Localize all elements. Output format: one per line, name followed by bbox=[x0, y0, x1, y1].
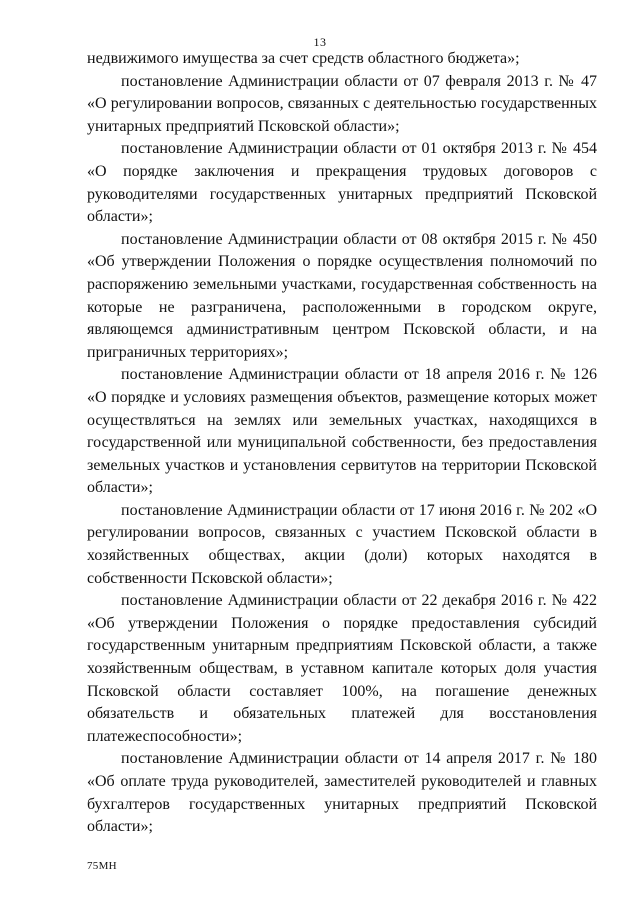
paragraph-resolution-126: постановление Администрации области от 18 апреля 2016 г. № 126 «О порядке и условиях размещения объектов, размещение которых может осуществляться на землях или земельных участках, находящихся в государственной или муниципальной собственности, без предоставления земельных участков и установления сервитутов на территории Псковской области»; bbox=[87, 366, 597, 497]
document-body bbox=[87, 48, 597, 839]
paragraph-resolution-202: постановление Администрации области от 17 июня 2016 г. № 202 «О регулировании вопросов, связанных с участием Псковской области в хозяйственных обществах, акции (доли) которых находятся в собственности Псковской области»; bbox=[87, 501, 597, 587]
footer-code: 75МН bbox=[87, 860, 117, 872]
paragraph-continuation: недвижимого имущества за счет средств областного бюджета»; bbox=[87, 50, 520, 67]
paragraph-resolution-47: постановление Администрации области от 07 февраля 2013 г. № 47 «О регулировании вопросов, связанных с деятельностью государственных унитарных предприятий Псковской области»; bbox=[87, 72, 597, 135]
paragraph-resolution-422: постановление Администрации области от 22 декабря 2016 г. № 422 «Об утверждении Положения о порядке предоставления субсидий государственным унитарным предприятиям Псковской области, а также хозяйственным обществам, в уставном капитале которых доля участия Псковской области составляет 100%, на погашение денежных обязательств и обязательных платежей для восстановления платежеспособности»; bbox=[87, 592, 597, 745]
paragraph-resolution-450: постановление Администрации области от 08 октября 2015 г. № 450 «Об утверждении Положения о порядке осуществления полномочий по распоряжению земельными участками, государственная собственность на которые не разграничена, расположенными в городском округе, являющемся административным центром Псковской области, и на приграничных территориях»; bbox=[87, 230, 597, 361]
paragraph-resolution-180: постановление Администрации области от 14 апреля 2017 г. № 180 «Об оплате труда руководителей, заместителей руководителей и главных бухгалтеров государственных унитарных предприятий Псковской области»; bbox=[87, 750, 597, 836]
paragraph-resolution-454: постановление Администрации области от 01 октября 2013 г. № 454 «О порядке заключения и прекращения трудовых договоров с руководителями государственных унитарных предприятий Псковской области»; bbox=[87, 140, 597, 226]
page-number: 13 bbox=[313, 35, 327, 49]
